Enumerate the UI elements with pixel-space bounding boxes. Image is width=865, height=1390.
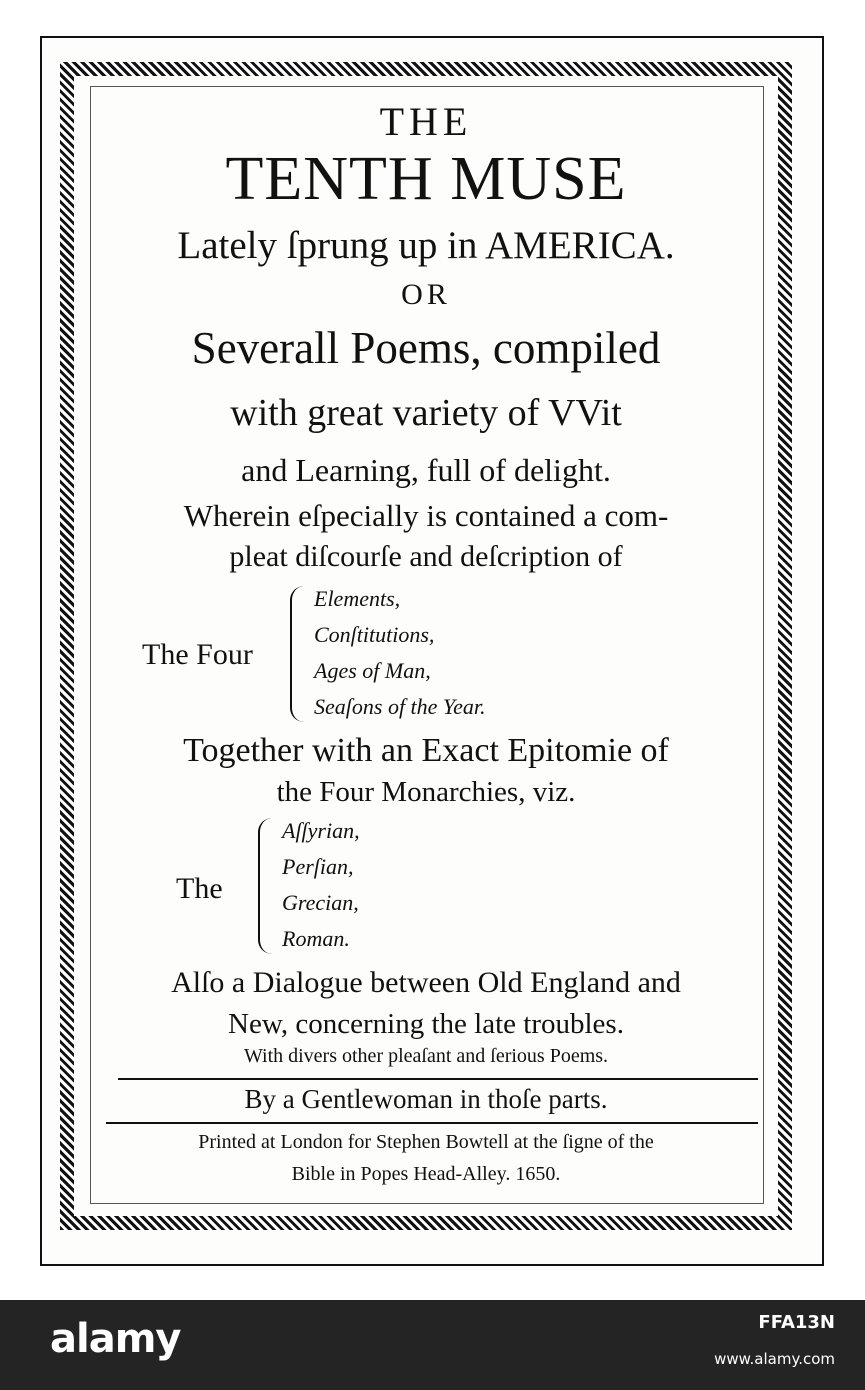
image-id: FFA13N [758,1312,835,1333]
line-monarchies: the Four Monarchies, viz. [276,776,576,808]
subtitle-america: Lately ſprung up in AMERICA. [177,224,675,267]
brace-four [290,586,310,722]
monarchy-persian: Perſian, [282,854,354,879]
rule-bottom [106,1122,758,1124]
alamy-logo: alamy [50,1316,181,1362]
the-four-block [142,586,662,726]
four-item-constitutions: Conſtitutions, [314,622,435,647]
line-divers-poems: With divers other pleaſant and ſerious Poems. [243,1045,609,1067]
title-tenth-muse: TENTH MUSE [225,145,627,213]
the-four-label: The Four [142,638,253,671]
four-item-elements: Elements, [314,586,401,611]
monarchies-block [176,818,576,958]
rule-top [118,1078,758,1080]
line-troubles: New, concerning the late troubles. [228,1008,624,1040]
line-great-variety: with great variety of VVit [230,392,622,434]
monarchy-assyrian: Aſſyrian, [282,818,360,843]
line-dialogue: Alſo a Dialogue between Old England and [171,966,681,999]
the-label: The [176,872,223,905]
line-gentlewoman: By a Gentlewoman in thoſe parts. [244,1084,608,1114]
monarchy-grecian: Grecian, [282,890,359,915]
line-severall-poems: Severall Poems, compiled [191,323,661,373]
line-wherein: Wherein eſpecially is contained a com- [183,498,669,533]
line-pleat-discourse: pleat diſcourſe and deſcription of [229,540,623,573]
line-learning: and Learning, full of delight. [241,452,611,488]
watermark-url: www.alamy.com [714,1350,835,1368]
monarchy-roman: Roman. [282,926,350,951]
subtitle-or: OR [401,278,451,311]
imprint-line-1: Printed at London for Stephen Bowtell at the ſigne of the [198,1131,654,1153]
line-together: Together with an Exact Epitomie of [183,732,669,769]
title-page-text [90,90,762,1200]
brace-monarchies [258,818,278,954]
imprint-line-2: Bible in Popes Head-Alley. 1650. [291,1163,561,1185]
four-item-ages: Ages of Man, [314,658,431,683]
title-the: THE [379,99,473,144]
four-item-seasons: Seaſons of the Year. [314,694,486,719]
